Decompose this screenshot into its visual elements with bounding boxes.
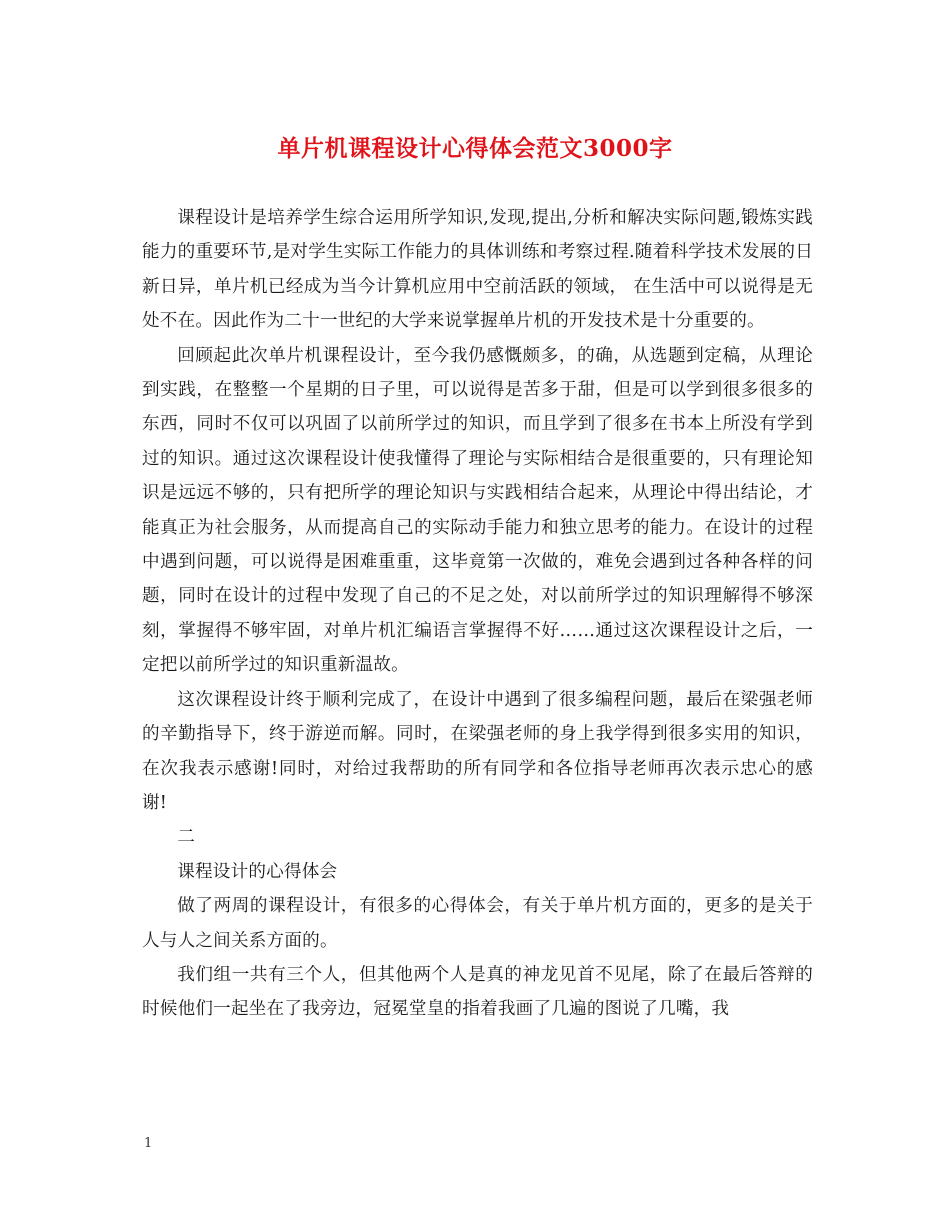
paragraph: 课程设计是培养学生综合运用所学知识,发现,提出,分析和解决实际问题,锻炼实践能力的重要环节,是对学生实际工作能力的具体训练和考察过程.随着科学技术发展的日新日异，单片机已经成为当今计算机应用中空前活跃的领域， 在生活中可以说得是无处不在。因此作为二十一世纪的大学来说掌握单片机的开发技术是十分重要的。	[142, 208, 813, 332]
paragraph: 这次课程设计终于顺利完成了，在设计中遇到了很多编程问题，最后在梁强老师的辛勤指导下，终于游逆而解。同时，在梁强老师的身上我学得到很多实用的知识，在次我表示感谢!同时，对给过我帮助的所有同学和各位指导老师再次表示忠心的感谢!	[142, 689, 813, 813]
paragraph: 做了两周的课程设计，有很多的心得体会，有关于单片机方面的，更多的是关于人与人之间关系方面的。	[142, 896, 813, 951]
page-number: 1	[144, 1136, 153, 1151]
document-title: 单片机课程设计心得体会范文3000字	[277, 135, 673, 162]
paragraph: 我们组一共有三个人，但其他两个人是真的神龙见首不见尾，除了在最后答辩的时候他们一起坐在了我旁边，冠冕堂皇的指着我画了几遍的图说了几嘴，我	[142, 964, 813, 1020]
section-number: 二	[177, 827, 195, 848]
section-heading: 课程设计的心得体会	[177, 861, 338, 882]
paragraph: 回顾起此次单片机课程设计，至今我仍感慨颇多，的确，从选题到定稿，从理论到实践，在整整一个星期的日子里，可以说得是苦多于甜，但是可以学到很多很多的东西，同时不仅可以巩固了以前所学过的知识，而且学到了很多在书本上所没有学到过的知识。通过这次课程设计使我懂得了理论与实际相结合是很重要的，只有理论知识是远远不够的，只有把所学的理论知识与实践相结合起来，从理论中得出结论，才能真正为社会服务，从而提高自己的实际动手能力和独立思考的能力。在设计的过程中遇到问题，可以说得是困难重重，这毕竟第一次做的，难免会遇到过各种各样的问题，同时在设计的过程中发现了自己的不足之处，对以前所学过的知识理解得不够深刻，掌握得不够牢固，对单片机汇编语言掌握得不好……通过这次课程设计之后，一定把以前所学过的知识重新温故。	[142, 345, 813, 676]
document-body	[142, 201, 813, 1027]
